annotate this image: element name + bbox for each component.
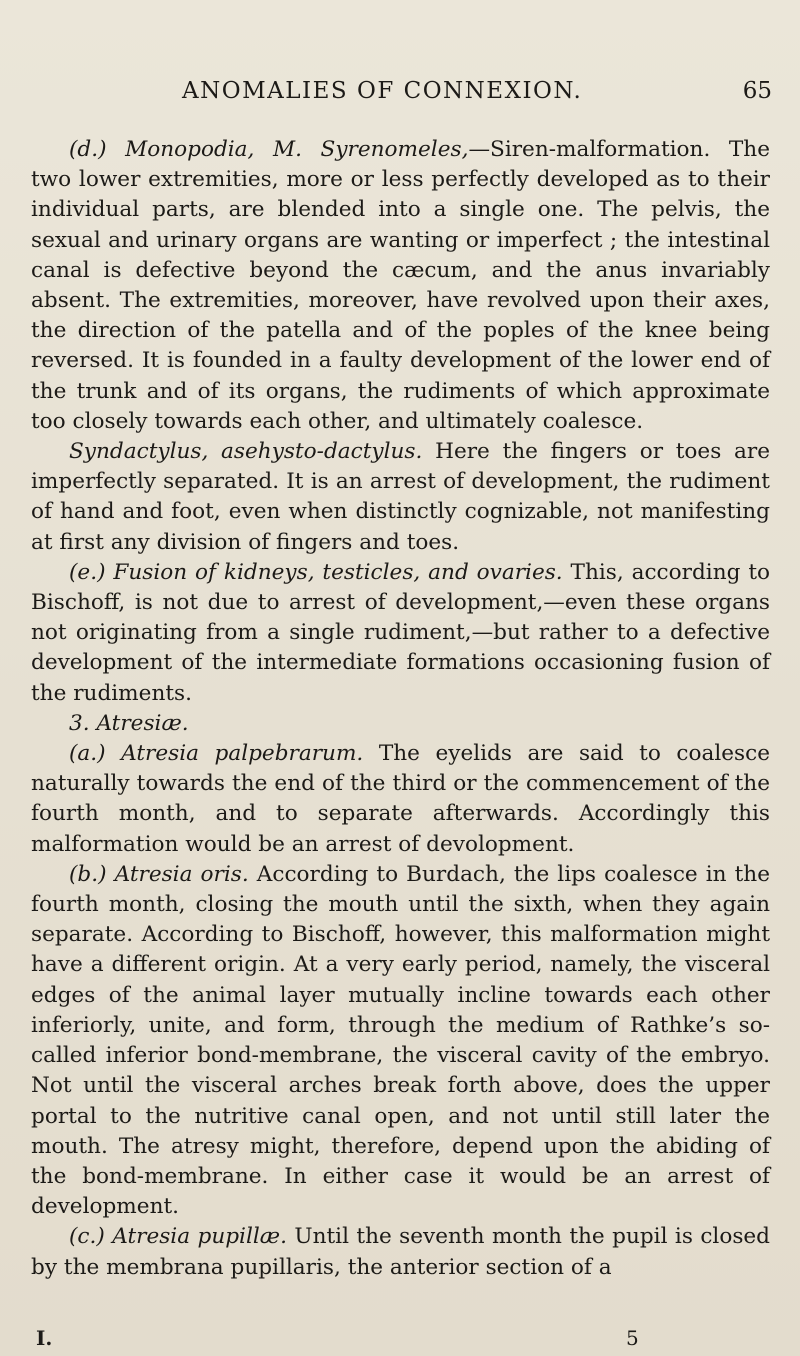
paragraph-syndactylus xyxy=(31,437,770,558)
section-heading-label: 3. Atresiæ. xyxy=(69,710,189,736)
running-head: ANOMALIES OF CONNEXION. xyxy=(182,78,583,104)
paragraph-text: —Siren-malformation. The two lower extremities, more or less perfectly developed as to their individual parts, are blended into a single one. The pelvis, the sexual and urinary organs are wanting or imperfect ; the intestinal canal is defective beyond the cæcum, and the anus invariably absent. The extremities, moreover, have revolved upon their axes, the direction of the patella and of the poples of the knee being reversed. It is founded in a faulty development of the lower end of the trunk and of its organs, the rudiments of which approximate too closely towards each other, and ultimately coalesce. xyxy=(31,137,770,434)
paragraph-text: Here the fingers or toes are imperfectly separated. It is an arrest of development, the rudiment of hand and foot, even when distinctly cognizable, not manifesting at first any division of fingers and toes. xyxy=(31,439,771,555)
page-footer xyxy=(0,1326,800,1354)
paragraph-text: The eyelids are said to coalesce naturally towards the end of the third or the commencement of the fourth month, and to separate afterwards. Accordingly this malformation would be an arrest of devolopment. xyxy=(31,741,771,857)
paragraph-text: According to Burdach, the lips coalesce in the fourth month, closing the mouth until the sixth, when they again separate. According to Bischoff, however, this malformation might have a different origin. At a very early period, namely, the visceral edges of the animal layer mutually incline towards each other inferiorly, unite, and form, through the medium of Rathke’s so-called inferior bond-membrane, the visceral cavity of the embryo. Not until the visceral arches break forth above, does the upper portal to the nutritive canal open, and not until still later the mouth. The atresy might, therefore, depend upon the abiding of the bond-membrane. In either case it would be an arrest of development. xyxy=(31,861,770,1220)
paragraph-monopodia xyxy=(31,135,770,437)
paragraph-lead: (d.) Monopodia, M. Syrenomeles, xyxy=(69,137,469,162)
body-text xyxy=(31,135,770,1283)
paragraph-fusion-kidneys xyxy=(31,558,770,709)
page-header xyxy=(0,78,800,108)
signature-number: 5 xyxy=(626,1326,639,1350)
paragraph-lead: (b.) Atresia oris. xyxy=(69,861,249,887)
signature-mark: I. xyxy=(36,1326,53,1350)
section-heading-atresiae xyxy=(31,709,770,739)
paragraph-text: Until the seventh month the pupil is closed by the membrana pupillaris, the anterior section of a xyxy=(31,1224,771,1280)
paragraph-text: This, according to Bischoff, is not due to arrest of development,—even these organs not originating from a single rudiment,—but rather to a defective development of the intermediate formations occasioning fusion of the rudiments. xyxy=(31,559,770,706)
paragraph-atresia-pupillae xyxy=(31,1222,770,1282)
paragraph-atresia-palpebrarum xyxy=(31,739,770,860)
paragraph-lead: (c.) Atresia pupillæ. xyxy=(69,1224,287,1250)
paragraph-lead: (e.) Fusion of kidneys, testicles, and ovaries. xyxy=(69,559,563,585)
paragraph-lead: (a.) Atresia palpebrarum. xyxy=(69,741,364,767)
paragraph-lead: Syndactylus, asehysto-dactylus. xyxy=(69,439,423,465)
page-number: 65 xyxy=(742,78,772,104)
paragraph-atresia-oris xyxy=(31,860,770,1222)
